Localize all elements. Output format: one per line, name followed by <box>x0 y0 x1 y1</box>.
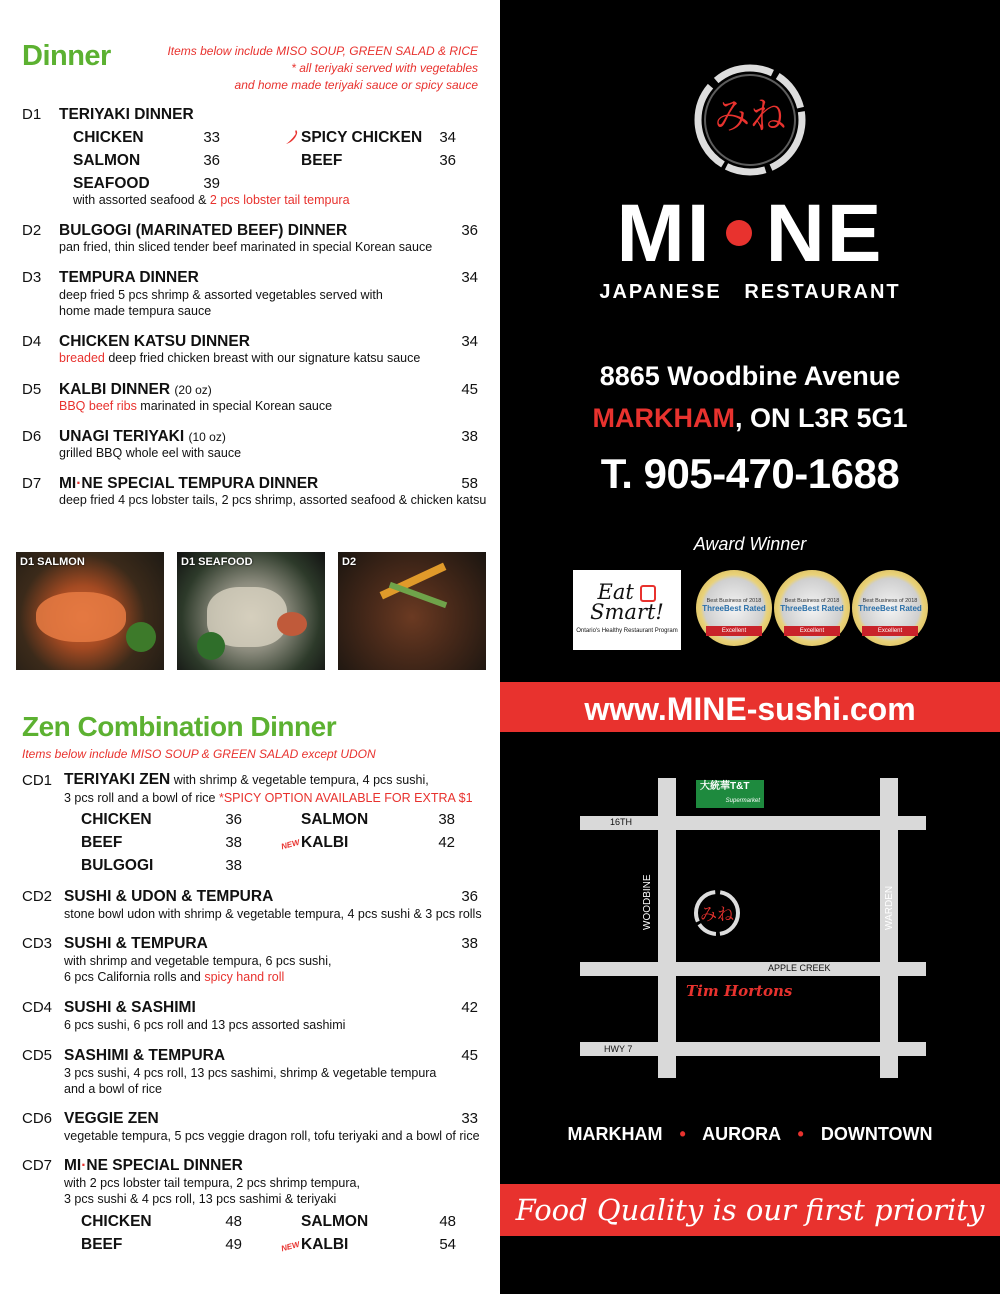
cd4-name: SUSHI & SASHIMI <box>64 999 196 1016</box>
cd7-option-name: KALBI <box>301 1236 349 1253</box>
d2-name: BULGOGI (MARINATED BEEF) DINNER <box>59 222 348 239</box>
food-photo-d2: D2 <box>338 552 486 670</box>
cd2-name: SUSHI & UDON & TEMPURA <box>64 888 274 905</box>
d4-name: CHICKEN KATSU DINNER <box>59 333 250 350</box>
chili-pepper-icon <box>285 129 299 145</box>
cd3-price: 38 <box>461 935 478 952</box>
d1-option-name: SPICY CHICKEN <box>301 129 423 146</box>
brand-name: MI NE <box>616 188 884 279</box>
dinner-note: Items below include MISO SOUP, GREEN SALAD & RICE * all teriyaki served with vegetables and home made teriyaki sauce or spicy sauce <box>167 44 478 92</box>
d1-option-price: 36 <box>203 152 220 169</box>
d5-desc: BBQ beef ribs marinated in special Korean sauce <box>59 399 333 413</box>
road-woodbine <box>658 778 676 1078</box>
cd6-price: 33 <box>461 1110 478 1127</box>
cd1-option-price: 38 <box>225 834 242 851</box>
locations-row <box>500 1124 1000 1145</box>
logo-kana: みね <box>713 96 786 137</box>
food-photo-d1-salmon: D1 SALMON <box>16 552 164 670</box>
cd5-code: CD5 <box>22 1047 53 1064</box>
d6-desc: grilled BBQ whole eel with sauce <box>59 446 242 460</box>
d2-price: 36 <box>461 222 478 239</box>
separator-dot-icon: • <box>797 1124 804 1144</box>
cd5-desc: 3 pcs sushi, 4 pcs roll, 13 pcs sashimi, shrimp & vegetable tempura and a bowl of rice <box>64 1066 437 1096</box>
d3-desc: deep fried 5 pcs shrimp & assorted vegetables served with home made tempura sauce <box>59 288 383 318</box>
award-label: Award Winner <box>693 534 807 554</box>
cd1-option-price: 38 <box>438 811 455 828</box>
location-downtown: DOWNTOWN <box>820 1124 933 1144</box>
new-badge: NEW <box>280 1239 301 1254</box>
d1-option-price: 39 <box>203 175 220 192</box>
d5-price: 45 <box>461 381 478 398</box>
tim-hortons-logo: Tim Hortons <box>686 982 793 1000</box>
d1-option-name: CHICKEN <box>73 129 144 146</box>
cd7-option-name: CHICKEN <box>81 1213 152 1230</box>
tt-supermarket-logo: 大統華T&T Supermarket <box>696 780 764 808</box>
d1-option-price: 33 <box>203 129 220 146</box>
location-markham: MARKHAM <box>567 1124 663 1144</box>
cd6-desc: vegetable tempura, 5 pcs veggie dragon roll, tofu teriyaki and a bowl of rice <box>64 1129 480 1143</box>
d2-desc: pan fried, thin sliced tender beef marinated in special Korean sauce <box>59 240 433 254</box>
d1-option-price: 34 <box>439 129 456 146</box>
cd3-name: SUSHI & TEMPURA <box>64 935 208 952</box>
phone-number[interactable]: T. 905-470-1688 <box>600 450 900 497</box>
cd7-code: CD7 <box>22 1157 53 1174</box>
cd7-name: MI·NE SPECIAL DINNER <box>64 1157 243 1174</box>
cd7-option-name: SALMON <box>301 1213 369 1230</box>
cd6-code: CD6 <box>22 1110 53 1127</box>
brand-column <box>500 0 1000 1294</box>
cd2-desc: stone bowl udon with shrimp & vegetable tempura, 4 pcs sushi & 3 pcs rolls <box>64 907 482 921</box>
eat-smart-logo: Eat Smart! Ontario's Healthy Restaurant Program <box>573 570 681 650</box>
brand-subtitle: JAPANESE RESTAURANT <box>599 281 901 303</box>
threebest-badge-icon: Best Business of 2018 ThreeBest Rated Excellent <box>852 570 928 646</box>
d4-price: 34 <box>461 333 478 350</box>
d7-price: 58 <box>461 475 478 492</box>
d6-price: 38 <box>461 428 478 445</box>
cd5-name: SASHIMI & TEMPURA <box>64 1047 226 1064</box>
brand-dot-icon <box>726 220 752 246</box>
cd1-option-price: 42 <box>438 834 455 851</box>
new-badge: NEW <box>280 837 301 852</box>
d4-desc: breaded deep fried chicken breast with our signature katsu sauce <box>59 351 421 365</box>
cd7-option-price: 54 <box>439 1236 456 1253</box>
d1-option-name: SALMON <box>73 152 141 169</box>
tagline-banner: Food Quality is our first priority <box>500 1184 1000 1236</box>
award-badges <box>696 570 928 650</box>
cd3-desc: with shrimp and vegetable tempura, 6 pcs sushi, 6 pcs California rolls and spicy hand roll <box>64 954 332 984</box>
zen-note: Items below include MISO SOUP & GREEN SALAD except UDON <box>22 747 376 761</box>
cd1-option-name: KALBI <box>301 834 349 851</box>
address-line1: 8865 Woodbine Avenue <box>599 361 901 391</box>
cd4-desc: 6 pcs sushi, 6 pcs roll and 13 pcs assorted sashimi <box>64 1018 346 1032</box>
cd4-code: CD4 <box>22 999 53 1016</box>
d1-name: TERIYAKI DINNER <box>59 106 194 123</box>
cd2-code: CD2 <box>22 888 53 905</box>
d1-option-price: 36 <box>439 152 456 169</box>
d7-code: D7 <box>22 475 42 492</box>
d3-name: TEMPURA DINNER <box>59 269 199 286</box>
cd1-option-name: BEEF <box>81 834 123 851</box>
food-photo-d1-seafood: D1 SEAFOOD <box>177 552 325 670</box>
cd7-option-price: 48 <box>225 1213 242 1230</box>
cd1-code: CD1 <box>22 772 53 789</box>
cd7-option-price: 48 <box>439 1213 456 1230</box>
d3-price: 34 <box>461 269 478 286</box>
cd6-name: VEGGIE ZEN <box>64 1110 159 1127</box>
cd5-price: 45 <box>461 1047 478 1064</box>
cd1-option-name: BULGOGI <box>81 857 154 874</box>
cd1-option-price: 36 <box>225 811 242 828</box>
cd1-header: TERIYAKI ZEN with shrimp & vegetable tempura, 4 pcs sushi, <box>64 771 429 788</box>
d5-code: D5 <box>22 381 42 398</box>
separator-dot-icon: • <box>679 1124 686 1144</box>
d1-code: D1 <box>22 106 42 123</box>
map-marker-kana: みね <box>700 905 734 925</box>
cd7-option-name: BEEF <box>81 1236 123 1253</box>
cd1-option-name: CHICKEN <box>81 811 152 828</box>
d1-option-name: SEAFOOD <box>73 175 150 192</box>
cd1-option-name: SALMON <box>301 811 369 828</box>
threebest-badge-icon: Best Business of 2018 ThreeBest Rated Excellent <box>774 570 850 646</box>
cd2-price: 36 <box>461 888 478 905</box>
zen-title: Zen Combination Dinner <box>22 711 337 742</box>
address-line2: MARKHAM, ON L3R 5G1 <box>592 403 908 433</box>
d2-code: D2 <box>22 222 42 239</box>
d1-seafood-desc: with assorted seafood & 2 pcs lobster tail tempura <box>73 193 350 207</box>
location-map: 16TH APPLE CREEK HWY 7 WOODBINE WARDEN 大統華T&T Supermarket みね Tim Hortons <box>500 760 1000 1090</box>
threebest-badge-icon: Best Business of 2018 ThreeBest Rated Excellent <box>696 570 772 646</box>
cd7-desc: with 2 pcs lobster tail tempura, 2 pcs shrimp tempura, 3 pcs sushi & 4 pcs roll, 13 pcs sashimi & teriyaki <box>64 1176 360 1206</box>
d7-desc: deep fried 4 pcs lobster tails, 2 pcs shrimp, assorted seafood & chicken katsu <box>59 493 487 507</box>
d6-name: UNAGI TERIYAKI (10 oz) <box>59 428 226 445</box>
d6-code: D6 <box>22 428 42 445</box>
cd1-desc: 3 pcs roll and a bowl of rice *SPICY OPTION AVAILABLE FOR EXTRA $1 <box>64 791 473 805</box>
location-aurora: AURORA <box>702 1124 781 1144</box>
d3-code: D3 <box>22 269 42 286</box>
cd7-option-price: 49 <box>225 1236 242 1253</box>
road-apple-creek <box>580 962 926 976</box>
d1-option-name: BEEF <box>301 152 343 169</box>
d7-name: MI·NE SPECIAL TEMPURA DINNER <box>59 475 319 492</box>
cd1-option-price: 38 <box>225 857 242 874</box>
d5-name: KALBI DINNER (20 oz) <box>59 381 212 398</box>
dinner-title: Dinner <box>22 40 111 72</box>
cd4-price: 42 <box>461 999 478 1016</box>
website-link[interactable]: www.MINE-sushi.com <box>500 682 1000 732</box>
cd3-code: CD3 <box>22 935 53 952</box>
d4-code: D4 <box>22 333 42 350</box>
